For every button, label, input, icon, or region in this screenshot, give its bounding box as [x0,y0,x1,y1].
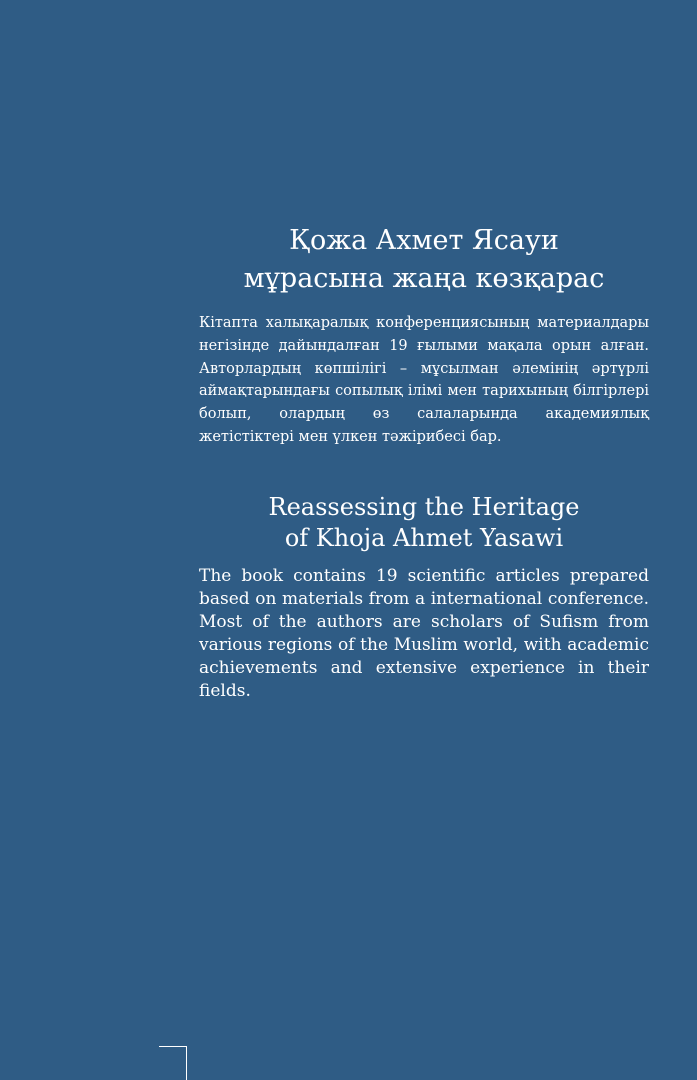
english-description: The book contains 19 scientific articles prepared based on materials from a international conference. Most of the authors are scholars of Sufism from various regions of the Muslim world, with academic achievements and extensive experience in their fields. [199,566,649,701]
english-title-line1: Reassessing the Heritage [268,493,580,521]
english-title [199,492,649,554]
kazakh-section [199,222,649,449]
kazakh-title-line1: Қожа Ахмет Ясауи [289,225,559,256]
english-section [199,492,649,703]
english-title-line2: of Khoja Ahmet Yasawi [284,524,564,552]
kazakh-title [199,222,649,298]
crop-mark-horizontal [159,1046,187,1047]
kazakh-description: Кітапта халықаралық конференциясының материалдары негізінде дайындалған 19 ғылыми мақала орын алған. Авторлардың көпшілігі – мұсылман әлемінің әртүрлі аймақтарындағы сопылық ілімі мен тарихының білгірлері болып, олардың өз салаларында академиялық жетістіктері мен үлкен тәжірибесі бар. [199,315,649,445]
crop-mark-vertical [186,1046,187,1080]
kazakh-title-line2: мұрасына жаңа көзқарас [243,263,605,294]
